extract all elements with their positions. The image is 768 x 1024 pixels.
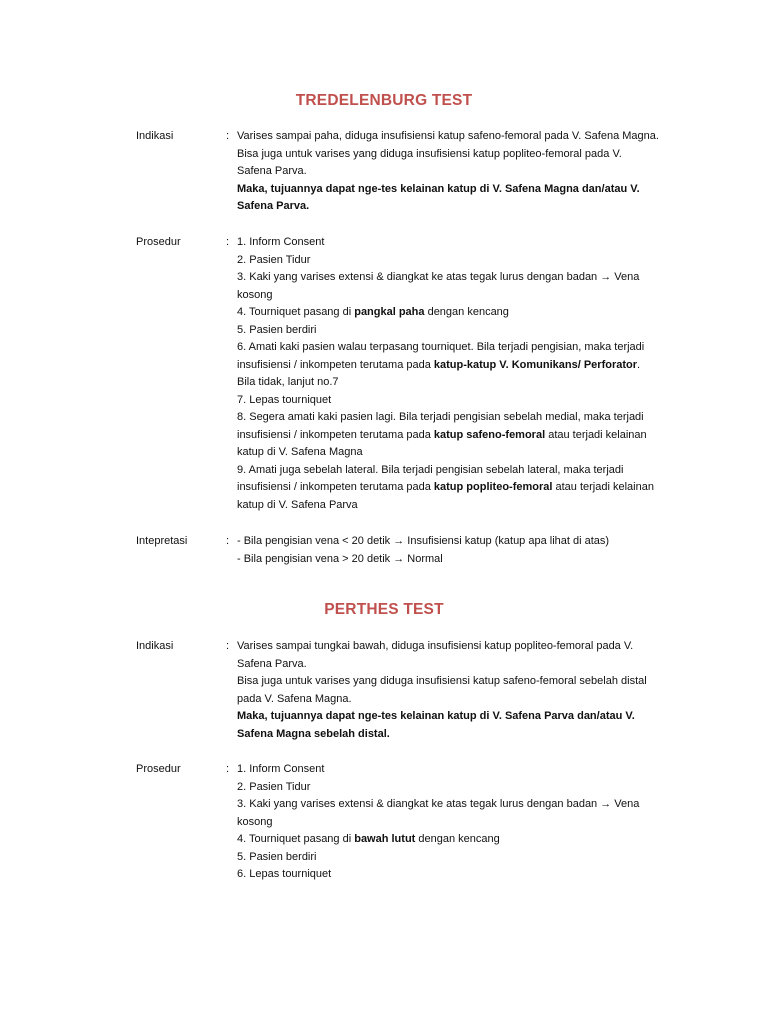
text-line [237,304,682,322]
text-run: Bisa juga untuk varises yang diduga insufisiensi katup popliteo-femoral pada V. [237,147,622,160]
bold-text: Safena Parva. [237,200,310,212]
text-line [237,814,682,832]
row-content [237,128,682,216]
text-line [237,392,682,410]
text-run: Safena Parva. [237,657,307,670]
text-line [237,497,682,515]
row-label: Prosedur [136,236,181,248]
row-content [237,533,682,568]
row-label: Indikasi [136,130,174,142]
text-run: - Bila pengisian vena < 20 detik → Insufisiensi katup (katup apa lihat di atas) [237,535,610,547]
bold-text: Maka, tujuannya dapat nge-tes kelainan katup di V. Safena Parva dan/atau V. [237,710,635,722]
text-line [237,673,682,691]
text-line [237,708,682,726]
text-run: katup di V. Safena Magna [237,446,363,458]
text-run: 1. Inform Consent [237,236,325,248]
text-run: insufisiensi / inkompeten terutama pada [237,481,434,493]
text-run: 3. Kaki yang varises extensi & diangkat ke atas tegak lurus dengan badan → Vena [237,271,640,283]
text-run: . [637,358,641,371]
text-run: 4. Tourniquet pasang di [237,306,355,318]
text-run: kosong [237,815,273,828]
row-colon: : [226,763,230,775]
text-run: 9. Amati juga sebelah lateral. Bila terjadi pengisian sebelah lateral, maka terjadi [237,463,624,476]
text-line [237,409,682,427]
text-run: - Bila pengisian vena > 20 detik → Normal [237,552,443,565]
text-run: 8. Segera amati kaki pasien lagi. Bila terjadi pengisian sebelah medial, maka terjadi [237,411,644,423]
text-line [237,866,682,884]
bold-text: katup popliteo-femoral [433,481,553,493]
text-run: kosong [237,288,273,301]
text-line [237,163,682,181]
text-line [237,796,682,814]
text-line [237,462,682,480]
text-line [237,849,682,867]
row-label: Indikasi [136,640,174,652]
text-run: Varises sampai tungkai bawah, diduga insufisiensi katup popliteo-femoral pada V. [237,640,634,652]
text-run: pada V. Safena Magna. [237,692,352,705]
row-content [237,638,682,743]
text-run: 7. Lepas tourniquet [237,393,332,406]
text-line [237,779,682,797]
row-colon: : [226,640,230,652]
text-run: insufisiensi / inkompeten terutama pada [237,428,434,441]
text-line [237,831,682,849]
text-run: insufisiensi / inkompeten terutama pada [237,358,434,371]
text-line [237,198,682,216]
text-line [237,181,682,199]
text-run: 3. Kaki yang varises extensi & diangkat ke atas tegak lurus dengan badan → Vena [237,798,640,810]
row-colon: : [226,130,230,142]
text-line [237,374,682,392]
text-line [237,128,682,146]
bold-text: katup-katup V. Komunikans/ Perforator [433,358,638,371]
text-line [237,427,682,445]
text-line [237,269,682,287]
text-run: Bila tidak, lanjut no.7 [237,376,339,388]
text-run: Safena Parva. [237,165,307,177]
text-line [237,339,682,357]
bold-text: katup safeno-femoral [433,428,546,441]
text-run: katup di V. Safena Parva [237,498,358,511]
bold-text: Safena Magna sebelah distal. [237,727,390,740]
section-title-perthes: PERTHES TEST [324,601,444,618]
text-run: 2. Pasien Tidur [237,253,311,266]
text-line [237,638,682,656]
text-line [237,533,682,551]
text-run: atau terjadi kelainan [552,481,654,493]
text-run: 4. Tourniquet pasang di [237,833,355,845]
text-run: dengan kencang [424,306,509,318]
text-run: 5. Pasien berdiri [237,850,317,863]
text-line [237,146,682,164]
text-line [237,357,682,375]
text-line [237,444,682,462]
text-line [237,252,682,270]
text-run: 5. Pasien berdiri [237,323,317,336]
bold-text: bawah lutut [354,833,416,845]
row-colon: : [226,535,230,547]
row-label: Prosedur [136,763,181,775]
text-run: 2. Pasien Tidur [237,780,311,793]
row-content [237,761,682,884]
text-line [237,234,682,252]
text-run: atau terjadi kelainan [545,428,647,441]
text-line [237,691,682,709]
text-run: 6. Lepas tourniquet [237,868,332,880]
text-run: dengan kencang [415,833,500,845]
row-label: Intepretasi [136,535,188,547]
row-content [237,234,682,514]
text-line [237,479,682,497]
text-run: 1. Inform Consent [237,763,325,775]
text-run: 6. Amati kaki pasien walau terpasang tourniquet. Bila terjadi pengisian, maka terjadi [237,341,645,353]
bold-text: Maka, tujuannya dapat nge-tes kelainan katup di V. Safena Magna dan/atau V. [237,182,640,195]
text-line [237,287,682,305]
bold-text: pangkal paha [354,306,425,318]
text-line [237,656,682,674]
text-line [237,551,682,569]
row-colon: : [226,236,230,248]
section-title-tredelenburg: TREDELENBURG TEST [295,92,473,109]
text-line [237,726,682,744]
text-run: Bisa juga untuk varises yang diduga insufisiensi katup safeno-femoral sebelah distal [237,675,647,687]
text-line [237,761,682,779]
text-line [237,322,682,340]
text-run: Varises sampai paha, diduga insufisiensi katup safeno-femoral pada V. Safena Magna. [237,130,659,142]
